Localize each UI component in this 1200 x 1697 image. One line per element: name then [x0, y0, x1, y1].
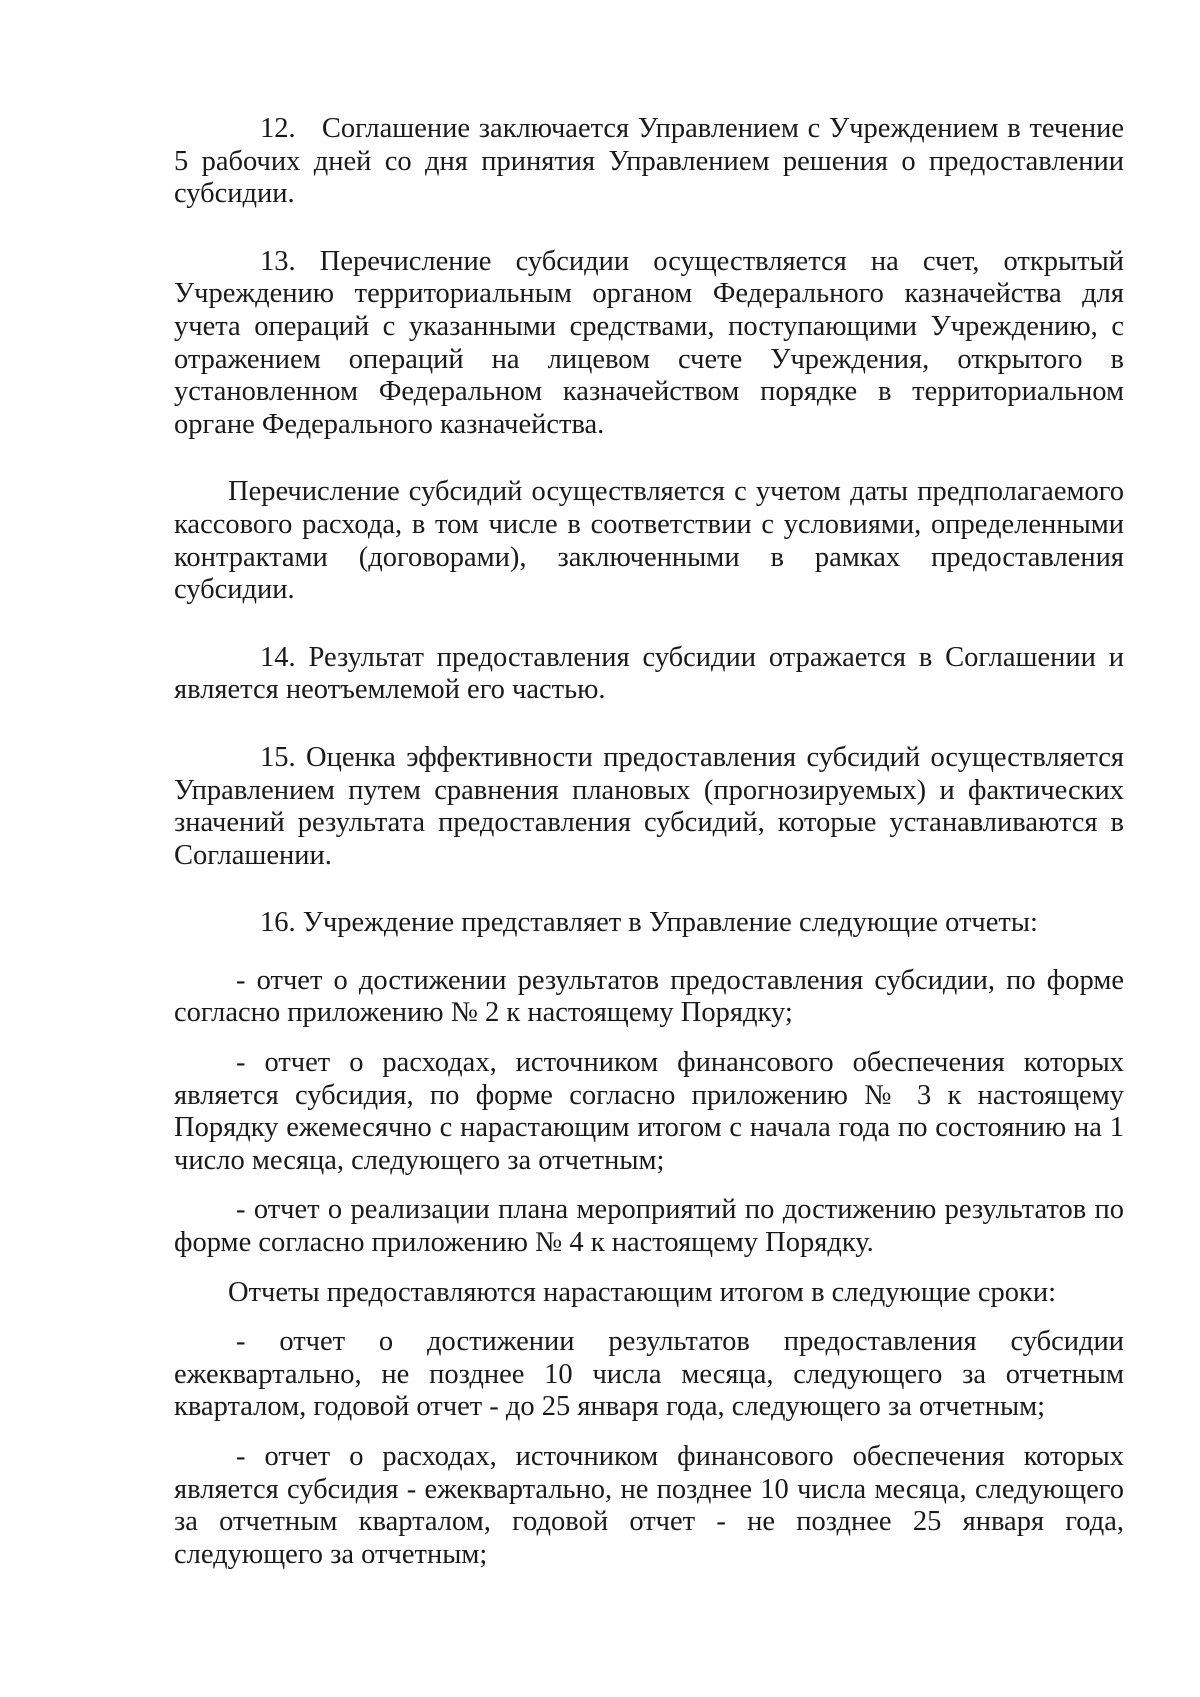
- report-item-results: - отчет о достижении результатов предоставления субсидии, по форме согласно приложению № 2 к настоящему Порядку;: [174, 964, 1124, 1029]
- paragraph-16: 16. Учреждение представляет в Управление следующие отчеты:: [260, 907, 1038, 939]
- paragraph-14: 14. Результат предоставления субсидии отражается в Соглашении и является неотъемлемой его частью.: [174, 641, 1124, 706]
- deadline-item-expenses: - отчет о расходах, источником финансового обеспечения которых является субсидия - ежеквартально, не позднее 10 числа месяца, следующего за отчетным кварталом, годовой отчет - не позднее 25 января года, следующего за отчетным;: [174, 1441, 1124, 1570]
- paragraph-13-transfer: Перечисление субсидий осуществляется с учетом даты предполагаемого кассового расхода, в том числе в соответствии с условиями, определенными контрактами (договорами), заключенными в рамках предоставления субсидии.: [174, 476, 1124, 606]
- paragraph-13: 13. Перечисление субсидии осуществляется на счет, открытый Учреждению территориальным органом Федерального казначейства для учета операций с указанными средствами, поступающими Учреждению, с отражением операций на лицевом счете Учреждения, открытого в установленном Федеральном казначейством порядке в территориальном органе Федерального казначейства.: [174, 245, 1124, 440]
- report-item-expenses: - отчет о расходах, источником финансового обеспечения которых является субсидия, по форме согласно приложению № 3 к настоящему Порядку ежемесячно с нарастающим итогом с начала года по состоянию на 1 число месяца, следующего за отчетным;: [174, 1047, 1124, 1176]
- document-page: [174, 113, 1124, 1571]
- deadline-item-results: - отчет о достижении результатов предоставления субсидии ежеквартально, не позднее 10 числа месяца, следующего за отчетным кварталом, годовой отчет - до 25 января года, следующего за отчетным;: [174, 1326, 1124, 1423]
- paragraph-15: 15. Оценка эффективности предоставления субсидий осуществляется Управлением путем сравнения плановых (прогнозируемых) и фактических значений результата предоставления субсидий, которые устанавливаются в Соглашении.: [174, 741, 1124, 871]
- report-item-plan: - отчет о реализации плана мероприятий по достижению результатов по форме согласно приложению № 4 к настоящему Порядку.: [174, 1194, 1124, 1259]
- deadlines-intro: Отчеты предоставляются нарастающим итогом в следующие сроки:: [228, 1276, 1056, 1308]
- paragraph-12: 12. Соглашение заключается Управлением с Учреждением в течение 5 рабочих дней со дня принятия Управлением решения о предоставлении субсидии.: [174, 113, 1124, 210]
